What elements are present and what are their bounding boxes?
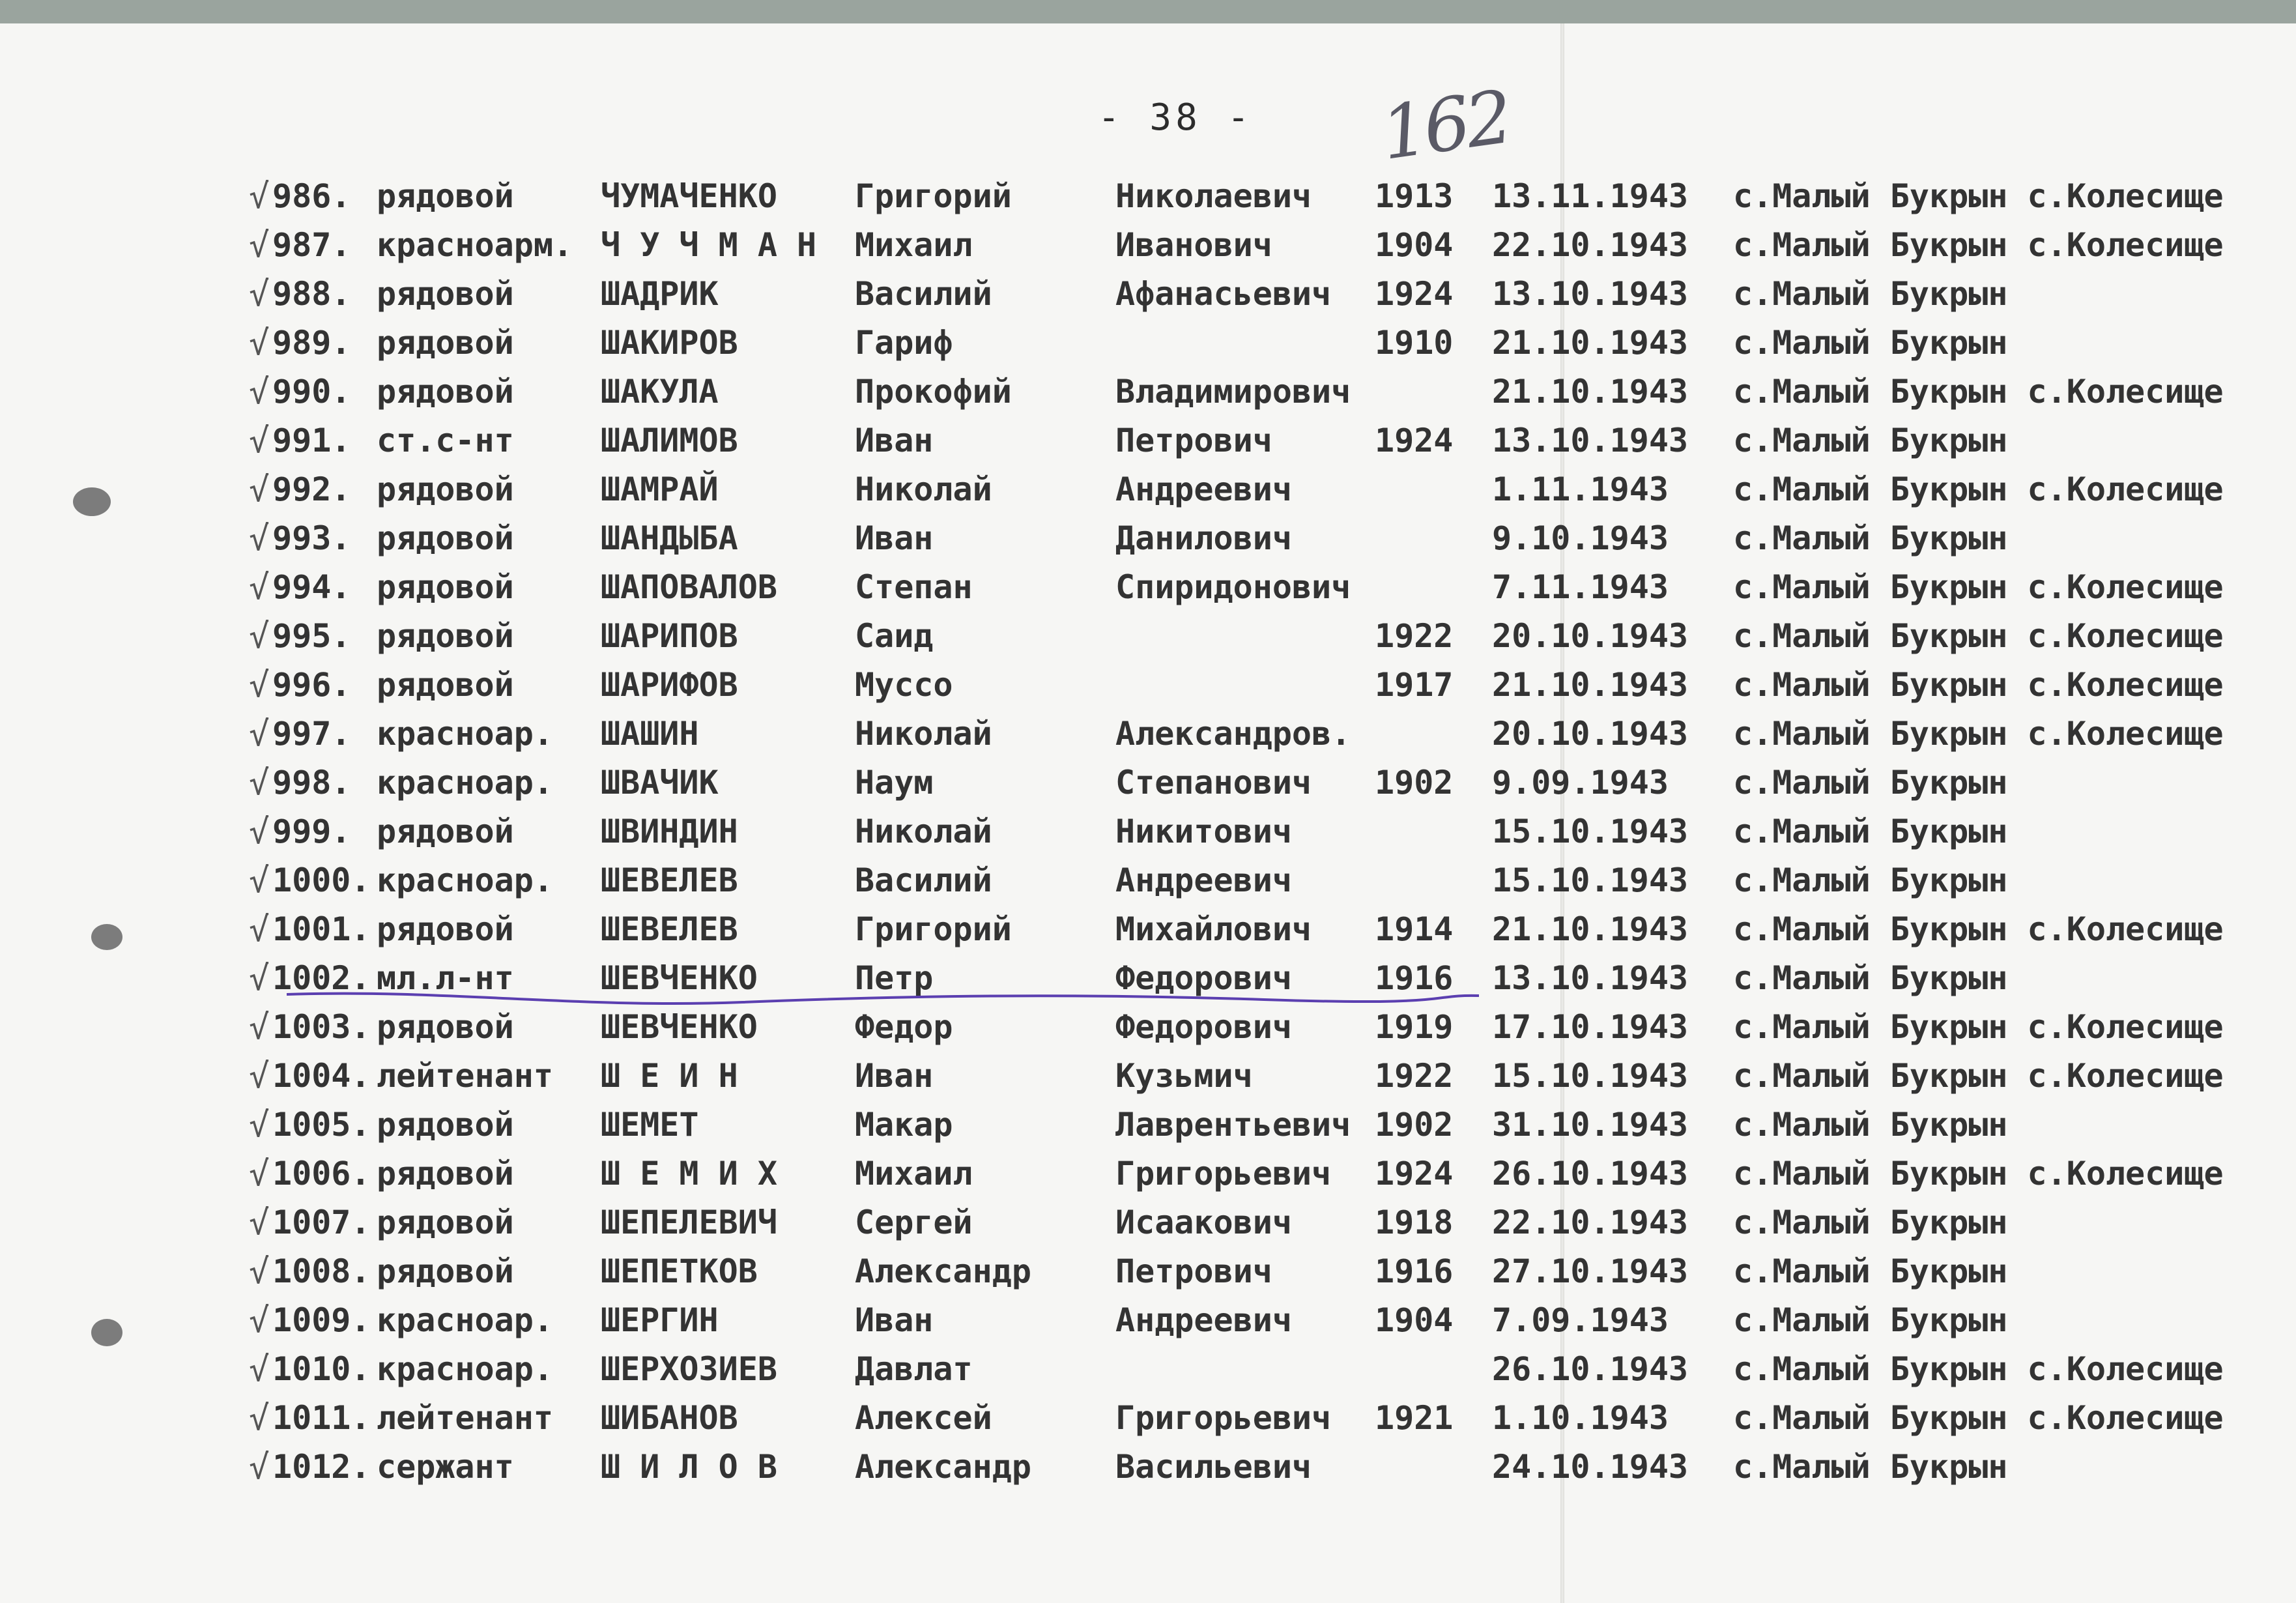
birth-year-cell: 1918 — [1375, 1204, 1454, 1241]
rank-cell: лейтенант — [377, 1057, 553, 1095]
surname-cell: ШАРИФОВ — [601, 666, 738, 704]
record-row — [0, 373, 2296, 422]
rank-cell: красноар. — [377, 715, 553, 753]
record-number: 1008. — [272, 1252, 371, 1290]
record-row — [0, 1399, 2296, 1448]
birth-year-cell: 1922 — [1375, 1057, 1454, 1095]
record-number: 1007. — [272, 1204, 371, 1241]
rank-cell: рядовой — [377, 1008, 514, 1046]
surname-cell: ШЕМЕТ — [601, 1106, 699, 1144]
strike-through-line — [287, 989, 1479, 1015]
first-name-cell: Николай — [855, 715, 992, 753]
date-of-death-cell: 22.10.1943 — [1492, 1204, 1689, 1241]
rank-cell: лейтенант — [377, 1399, 553, 1437]
record-number: 1001. — [272, 910, 371, 948]
patronymic-cell: Григорьевич — [1115, 1399, 1332, 1437]
record-number: 995. — [272, 617, 351, 655]
record-number: 1004. — [272, 1057, 371, 1095]
rank-cell: ст.с-нт — [377, 422, 514, 459]
burial-place-cell: с.Малый Букрын с.Колесище — [1733, 910, 2224, 948]
date-of-death-cell: 13.11.1943 — [1492, 177, 1689, 215]
record-number: 994. — [272, 568, 351, 606]
record-row — [0, 226, 2296, 275]
surname-cell: ШАМРАЙ — [601, 470, 719, 508]
surname-cell: Ч У Ч М А Н — [601, 226, 817, 264]
patronymic-cell: Афанасьевич — [1115, 275, 1332, 313]
rank-cell: красноарм. — [377, 226, 573, 264]
check-mark: √ — [249, 813, 270, 852]
patronymic-cell: Андреевич — [1115, 470, 1292, 508]
burial-place-cell: с.Малый Букрын — [1733, 959, 2008, 997]
surname-cell: ШЕРГИН — [601, 1301, 719, 1339]
birth-year-cell: 1904 — [1375, 226, 1454, 264]
check-mark: √ — [249, 764, 270, 803]
first-name-cell: Николай — [855, 470, 992, 508]
surname-cell: ШАПОВАЛОВ — [601, 568, 777, 606]
surname-cell: ЧУМАЧЕНКО — [601, 177, 777, 215]
patronymic-cell: Андреевич — [1115, 861, 1292, 899]
burial-place-cell: с.Малый Букрын — [1733, 813, 2008, 850]
date-of-death-cell: 1.11.1943 — [1492, 470, 1669, 508]
check-mark: √ — [249, 226, 270, 265]
record-row — [0, 1252, 2296, 1301]
birth-year-cell: 1916 — [1375, 959, 1454, 997]
record-row — [0, 568, 2296, 617]
surname-cell: ШАШИН — [601, 715, 699, 753]
first-name-cell: Иван — [855, 519, 934, 557]
first-name-cell: Алексей — [855, 1399, 992, 1437]
patronymic-cell: Александров. — [1115, 715, 1351, 753]
check-mark: √ — [249, 1399, 270, 1438]
patronymic-cell: Иванович — [1115, 226, 1272, 264]
birth-year-cell: 1910 — [1375, 324, 1454, 362]
burial-place-cell: с.Малый Букрын — [1733, 1106, 2008, 1144]
check-mark: √ — [249, 373, 270, 412]
date-of-death-cell: 22.10.1943 — [1492, 226, 1689, 264]
surname-cell: ШЕВЧЕНКО — [601, 959, 758, 997]
record-number: 1005. — [272, 1106, 371, 1144]
first-name-cell: Петр — [855, 959, 934, 997]
record-number: 1009. — [272, 1301, 371, 1339]
burial-place-cell: с.Малый Букрын — [1733, 1301, 2008, 1339]
birth-year-cell: 1904 — [1375, 1301, 1454, 1339]
rank-cell: рядовой — [377, 324, 514, 362]
record-row — [0, 1155, 2296, 1204]
burial-place-cell: с.Малый Букрын с.Колесище — [1733, 1008, 2224, 1046]
check-mark: √ — [249, 1204, 270, 1243]
date-of-death-cell: 9.09.1943 — [1492, 764, 1669, 802]
record-row — [0, 715, 2296, 764]
first-name-cell: Гариф — [855, 324, 953, 362]
first-name-cell: Григорий — [855, 910, 1012, 948]
first-name-cell: Иван — [855, 1057, 934, 1095]
rank-cell: рядовой — [377, 275, 514, 313]
rank-cell: рядовой — [377, 617, 514, 655]
burial-place-cell: с.Малый Букрын — [1733, 324, 2008, 362]
record-number: 987. — [272, 226, 351, 264]
surname-cell: Ш Е М И Х — [601, 1155, 777, 1192]
record-row — [0, 764, 2296, 813]
patronymic-cell: Федорович — [1115, 1008, 1292, 1046]
first-name-cell: Михаил — [855, 1155, 973, 1192]
date-of-death-cell: 21.10.1943 — [1492, 373, 1689, 411]
first-name-cell: Прокофий — [855, 373, 1012, 411]
rank-cell: рядовой — [377, 373, 514, 411]
rank-cell: рядовой — [377, 568, 514, 606]
record-number: 996. — [272, 666, 351, 704]
birth-year-cell: 1922 — [1375, 617, 1454, 655]
first-name-cell: Федор — [855, 1008, 953, 1046]
check-mark: √ — [249, 1448, 270, 1487]
birth-year-cell: 1924 — [1375, 422, 1454, 459]
patronymic-cell: Кузьмич — [1115, 1057, 1253, 1095]
burial-place-cell: с.Малый Букрын — [1733, 861, 2008, 899]
surname-cell: ШАДРИК — [601, 275, 719, 313]
surname-cell: ШАКУЛА — [601, 373, 719, 411]
surname-cell: ШАНДЫБА — [601, 519, 738, 557]
burial-place-cell: с.Малый Букрын с.Колесище — [1733, 1399, 2224, 1437]
check-mark: √ — [249, 324, 270, 363]
burial-place-cell: с.Малый Букрын с.Колесище — [1733, 177, 2224, 215]
check-mark: √ — [249, 617, 270, 656]
record-row — [0, 666, 2296, 715]
first-name-cell: Степан — [855, 568, 973, 606]
date-of-death-cell: 21.10.1943 — [1492, 910, 1689, 948]
burial-place-cell: с.Малый Букрын — [1733, 1204, 2008, 1241]
birth-year-cell: 1913 — [1375, 177, 1454, 215]
first-name-cell: Иван — [855, 1301, 934, 1339]
burial-place-cell: с.Малый Букрын с.Колесище — [1733, 1155, 2224, 1192]
rank-cell: рядовой — [377, 1106, 514, 1144]
burial-place-cell: с.Малый Букрын — [1733, 519, 2008, 557]
patronymic-cell: Васильевич — [1115, 1448, 1312, 1486]
first-name-cell: Михаил — [855, 226, 973, 264]
patronymic-cell: Лаврентьевич — [1115, 1106, 1351, 1144]
first-name-cell: Сергей — [855, 1204, 973, 1241]
first-name-cell: Григорий — [855, 177, 1012, 215]
burial-place-cell: с.Малый Букрын с.Колесище — [1733, 373, 2224, 411]
surname-cell: ШАКИРОВ — [601, 324, 738, 362]
check-mark: √ — [249, 519, 270, 558]
page-number: - 38 - — [1098, 96, 1254, 139]
record-row — [0, 617, 2296, 666]
birth-year-cell: 1917 — [1375, 666, 1454, 704]
check-mark: √ — [249, 275, 270, 314]
surname-cell: ШЕРХОЗИЕВ — [601, 1350, 777, 1388]
record-row — [0, 1350, 2296, 1399]
first-name-cell: Давлат — [855, 1350, 973, 1388]
date-of-death-cell: 7.09.1943 — [1492, 1301, 1669, 1339]
date-of-death-cell: 27.10.1943 — [1492, 1252, 1689, 1290]
patronymic-cell: Петрович — [1115, 1252, 1272, 1290]
record-row — [0, 324, 2296, 373]
patronymic-cell: Андреевич — [1115, 1301, 1292, 1339]
first-name-cell: Александр — [855, 1448, 1031, 1486]
surname-cell: ШЕПЕЛЕВИЧ — [601, 1204, 777, 1241]
record-number: 1011. — [272, 1399, 371, 1437]
record-row — [0, 1008, 2296, 1057]
rank-cell: сержант — [377, 1448, 514, 1486]
birth-year-cell: 1919 — [1375, 1008, 1454, 1046]
rank-cell: рядовой — [377, 1155, 514, 1192]
rank-cell: рядовой — [377, 813, 514, 850]
patronymic-cell: Михайлович — [1115, 910, 1312, 948]
check-mark: √ — [249, 861, 270, 901]
date-of-death-cell: 13.10.1943 — [1492, 959, 1689, 997]
burial-place-cell: с.Малый Букрын — [1733, 1252, 2008, 1290]
surname-cell: Ш Е И Н — [601, 1057, 738, 1095]
birth-year-cell: 1916 — [1375, 1252, 1454, 1290]
rank-cell: рядовой — [377, 1204, 514, 1241]
check-mark: √ — [249, 177, 270, 216]
record-number: 1002. — [272, 959, 371, 997]
record-row — [0, 519, 2296, 568]
check-mark: √ — [249, 1106, 270, 1145]
check-mark: √ — [249, 959, 270, 998]
date-of-death-cell: 15.10.1943 — [1492, 1057, 1689, 1095]
record-row — [0, 1301, 2296, 1350]
record-row — [0, 910, 2296, 959]
record-row — [0, 1106, 2296, 1155]
rank-cell: рядовой — [377, 519, 514, 557]
record-number: 1000. — [272, 861, 371, 899]
date-of-death-cell: 26.10.1943 — [1492, 1350, 1689, 1388]
scan-top-strip — [0, 0, 2296, 23]
date-of-death-cell: 1.10.1943 — [1492, 1399, 1669, 1437]
record-number: 993. — [272, 519, 351, 557]
record-row — [0, 275, 2296, 324]
record-number: 986. — [272, 177, 351, 215]
record-row — [0, 1057, 2296, 1106]
check-mark: √ — [249, 1155, 270, 1194]
check-mark: √ — [249, 715, 270, 754]
surname-cell: Ш И Л О В — [601, 1448, 777, 1486]
record-number: 992. — [272, 470, 351, 508]
patronymic-cell: Никитович — [1115, 813, 1292, 850]
first-name-cell: Василий — [855, 275, 992, 313]
surname-cell: ШЕВЧЕНКО — [601, 1008, 758, 1046]
birth-year-cell: 1902 — [1375, 1106, 1454, 1144]
date-of-death-cell: 17.10.1943 — [1492, 1008, 1689, 1046]
rank-cell: рядовой — [377, 470, 514, 508]
patronymic-cell: Григорьевич — [1115, 1155, 1332, 1192]
birth-year-cell: 1924 — [1375, 1155, 1454, 1192]
check-mark: √ — [249, 1301, 270, 1340]
date-of-death-cell: 26.10.1943 — [1492, 1155, 1689, 1192]
date-of-death-cell: 15.10.1943 — [1492, 813, 1689, 850]
surname-cell: ШАРИПОВ — [601, 617, 738, 655]
record-row — [0, 422, 2296, 470]
record-number: 990. — [272, 373, 351, 411]
date-of-death-cell: 31.10.1943 — [1492, 1106, 1689, 1144]
record-number: 999. — [272, 813, 351, 850]
check-mark: √ — [249, 568, 270, 607]
check-mark: √ — [249, 1057, 270, 1096]
record-number: 1010. — [272, 1350, 371, 1388]
record-row — [0, 861, 2296, 910]
check-mark: √ — [249, 1252, 270, 1292]
first-name-cell: Саид — [855, 617, 934, 655]
burial-place-cell: с.Малый Букрын — [1733, 764, 2008, 802]
date-of-death-cell: 24.10.1943 — [1492, 1448, 1689, 1486]
handwritten-number: 162 — [1375, 75, 1514, 177]
record-row — [0, 177, 2296, 226]
first-name-cell: Иван — [855, 422, 934, 459]
surname-cell: ШАЛИМОВ — [601, 422, 738, 459]
record-row — [0, 813, 2296, 861]
date-of-death-cell: 13.10.1943 — [1492, 422, 1689, 459]
check-mark: √ — [249, 1350, 270, 1389]
surname-cell: ШВАЧИК — [601, 764, 719, 802]
check-mark: √ — [249, 666, 270, 705]
date-of-death-cell: 9.10.1943 — [1492, 519, 1669, 557]
first-name-cell: Василий — [855, 861, 992, 899]
check-mark: √ — [249, 1008, 270, 1047]
patronymic-cell: Петрович — [1115, 422, 1272, 459]
record-number: 1003. — [272, 1008, 371, 1046]
record-number: 1006. — [272, 1155, 371, 1192]
record-number: 988. — [272, 275, 351, 313]
record-number: 998. — [272, 764, 351, 802]
rank-cell: красноар. — [377, 764, 553, 802]
burial-place-cell: с.Малый Букрын — [1733, 422, 2008, 459]
rank-cell: рядовой — [377, 910, 514, 948]
date-of-death-cell: 20.10.1943 — [1492, 715, 1689, 753]
surname-cell: ШВИНДИН — [601, 813, 738, 850]
record-row — [0, 470, 2296, 519]
record-number: 997. — [272, 715, 351, 753]
patronymic-cell: Николаевич — [1115, 177, 1312, 215]
birth-year-cell: 1914 — [1375, 910, 1454, 948]
patronymic-cell: Данилович — [1115, 519, 1292, 557]
burial-place-cell: с.Малый Букрын с.Колесище — [1733, 568, 2224, 606]
surname-cell: ШЕПЕТКОВ — [601, 1252, 758, 1290]
record-row — [0, 1204, 2296, 1252]
birth-year-cell: 1921 — [1375, 1399, 1454, 1437]
date-of-death-cell: 7.11.1943 — [1492, 568, 1669, 606]
date-of-death-cell: 21.10.1943 — [1492, 324, 1689, 362]
record-number: 991. — [272, 422, 351, 459]
record-number: 989. — [272, 324, 351, 362]
records-list — [0, 177, 2296, 1497]
rank-cell: красноар. — [377, 1350, 553, 1388]
burial-place-cell: с.Малый Букрын с.Колесище — [1733, 666, 2224, 704]
burial-place-cell: с.Малый Букрын — [1733, 1448, 2008, 1486]
date-of-death-cell: 21.10.1943 — [1492, 666, 1689, 704]
patronymic-cell: Федорович — [1115, 959, 1292, 997]
patronymic-cell: Владимирович — [1115, 373, 1351, 411]
first-name-cell: Макар — [855, 1106, 953, 1144]
date-of-death-cell: 13.10.1943 — [1492, 275, 1689, 313]
check-mark: √ — [249, 470, 270, 510]
date-of-death-cell: 20.10.1943 — [1492, 617, 1689, 655]
birth-year-cell: 1902 — [1375, 764, 1454, 802]
first-name-cell: Наум — [855, 764, 934, 802]
burial-place-cell: с.Малый Букрын с.Колесище — [1733, 470, 2224, 508]
burial-place-cell: с.Малый Букрын с.Колесище — [1733, 226, 2224, 264]
record-row — [0, 1448, 2296, 1497]
surname-cell: ШИБАНОВ — [601, 1399, 738, 1437]
first-name-cell: Николай — [855, 813, 992, 850]
rank-cell: мл.л-нт — [377, 959, 514, 997]
burial-place-cell: с.Малый Букрын — [1733, 275, 2008, 313]
burial-place-cell: с.Малый Букрын с.Колесище — [1733, 617, 2224, 655]
first-name-cell: Александр — [855, 1252, 1031, 1290]
record-number: 1012. — [272, 1448, 371, 1486]
rank-cell: красноар. — [377, 861, 553, 899]
patronymic-cell: Спиридонович — [1115, 568, 1351, 606]
rank-cell: красноар. — [377, 1301, 553, 1339]
first-name-cell: Муссо — [855, 666, 953, 704]
burial-place-cell: с.Малый Букрын с.Колесище — [1733, 1057, 2224, 1095]
rank-cell: рядовой — [377, 1252, 514, 1290]
patronymic-cell: Степанович — [1115, 764, 1312, 802]
birth-year-cell: 1924 — [1375, 275, 1454, 313]
surname-cell: ШЕВЕЛЕВ — [601, 910, 738, 948]
surname-cell: ШЕВЕЛЕВ — [601, 861, 738, 899]
rank-cell: рядовой — [377, 177, 514, 215]
patronymic-cell: Исаакович — [1115, 1204, 1292, 1241]
date-of-death-cell: 15.10.1943 — [1492, 861, 1689, 899]
burial-place-cell: с.Малый Букрын с.Колесище — [1733, 715, 2224, 753]
check-mark: √ — [249, 422, 270, 461]
check-mark: √ — [249, 910, 270, 949]
rank-cell: рядовой — [377, 666, 514, 704]
burial-place-cell: с.Малый Букрын с.Колесище — [1733, 1350, 2224, 1388]
